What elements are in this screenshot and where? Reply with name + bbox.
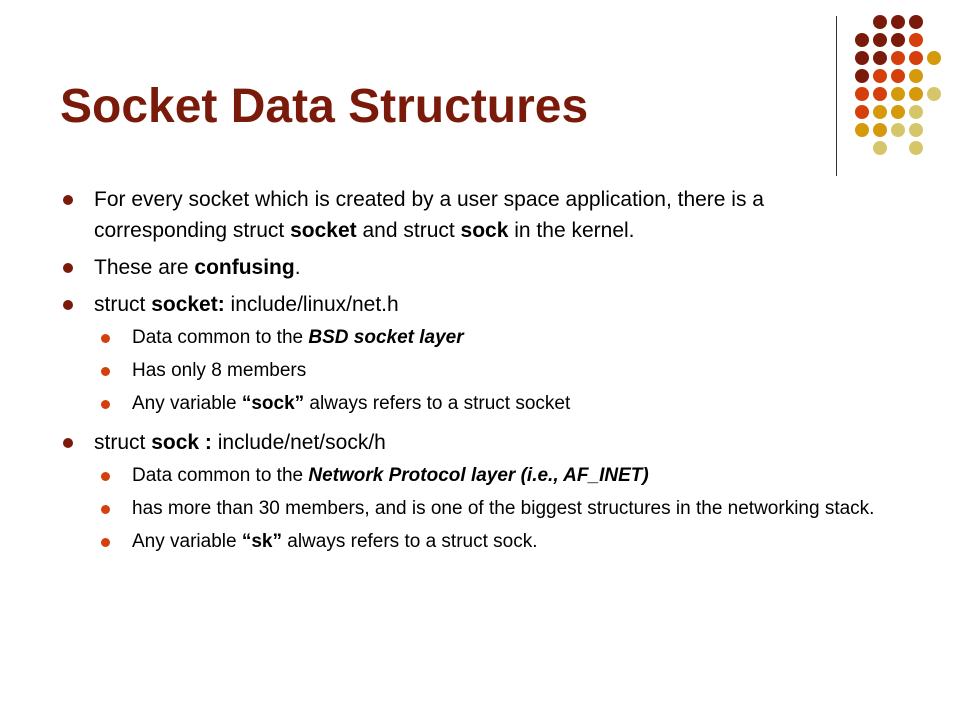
bullet-text: include/linux/net.h <box>224 293 399 316</box>
bullet-text: Data common to the <box>132 465 309 486</box>
bullet-bold-term: socket <box>290 219 357 242</box>
bullet-bold-term: confusing <box>194 256 295 279</box>
decorative-dot <box>873 15 887 29</box>
decorative-dot <box>855 105 869 119</box>
bullet-bold-term: “sk” <box>241 531 282 552</box>
bullet-text: For every socket which is created by a user space application, there is a corresponding struct <box>94 188 764 242</box>
bullet-text: . <box>294 256 301 279</box>
sub-bullet-network-protocol-layer <box>100 462 902 490</box>
bullet-text: in the kernel. <box>508 219 635 242</box>
decorative-dot <box>909 123 923 137</box>
bullet-bold-italic-term: BSD socket layer <box>308 327 464 348</box>
decorative-dot <box>873 105 887 119</box>
title-divider-line <box>836 16 837 176</box>
decorative-dot <box>873 123 887 137</box>
decorative-dot <box>873 51 887 65</box>
sub-bullet-30-members <box>100 495 902 523</box>
decorative-dot <box>873 33 887 47</box>
decorative-dot <box>855 51 869 65</box>
decorative-dot <box>855 33 869 47</box>
decorative-dot <box>891 123 905 137</box>
sub-bullet-sock-variable <box>100 390 902 418</box>
bullet-bold-italic-term: Network Protocol layer (i.e., AF_INET) <box>308 465 649 486</box>
bullet-bold-term: sock : <box>151 431 212 454</box>
decorative-dot <box>909 69 923 83</box>
bullet-list <box>62 184 902 561</box>
bullet-text: struct <box>94 293 152 316</box>
bullet-text: Any variable <box>132 531 242 552</box>
bullet-item-socket-per-app <box>62 184 902 246</box>
sub-bullet-8-members <box>100 357 902 385</box>
sub-bullet-sk-variable <box>100 528 902 556</box>
decorative-dot <box>909 33 923 47</box>
bullet-text: Data common to the <box>132 327 309 348</box>
bullet-text: always refers to a struct socket <box>304 393 571 414</box>
decorative-dot <box>873 69 887 83</box>
sub-bullet-bsd-layer <box>100 324 902 352</box>
decorative-dot <box>891 51 905 65</box>
bullet-text: always refers to a struct sock. <box>281 531 538 552</box>
decorative-dot <box>891 69 905 83</box>
bullet-bold-term: sock <box>460 219 509 242</box>
bullet-item-struct-sock <box>62 427 902 458</box>
bullet-text: Any variable <box>132 393 242 414</box>
bullet-bold-term: “sock” <box>241 393 305 414</box>
decorative-dot <box>855 69 869 83</box>
bullet-bold-term: socket: <box>151 293 225 316</box>
decorative-dot <box>873 87 887 101</box>
bullet-text: has more than 30 members, and is one of the biggest structures in the networking stack. <box>132 498 875 519</box>
decorative-dot <box>909 15 923 29</box>
decorative-dot <box>909 141 923 155</box>
decorative-dot <box>891 105 905 119</box>
bullet-text: include/net/sock/h <box>211 431 386 454</box>
decorative-dot <box>909 105 923 119</box>
decorative-dot <box>855 87 869 101</box>
slide-title: Socket Data Structures <box>60 80 589 133</box>
decorative-dot <box>909 87 923 101</box>
decorative-dot <box>891 33 905 47</box>
decorative-dot <box>927 87 941 101</box>
decorative-dot <box>891 87 905 101</box>
bullet-text: struct <box>94 431 152 454</box>
decorative-dot <box>909 51 923 65</box>
bullet-text: These are <box>94 256 195 279</box>
decorative-dot <box>855 123 869 137</box>
bullet-item-confusing <box>62 252 902 283</box>
bullet-text: and struct <box>356 219 461 242</box>
decorative-dot <box>873 141 887 155</box>
decorative-dot <box>927 51 941 65</box>
decorative-dot <box>891 15 905 29</box>
bullet-text: Has only 8 members <box>132 360 307 381</box>
bullet-item-struct-socket <box>62 289 902 320</box>
